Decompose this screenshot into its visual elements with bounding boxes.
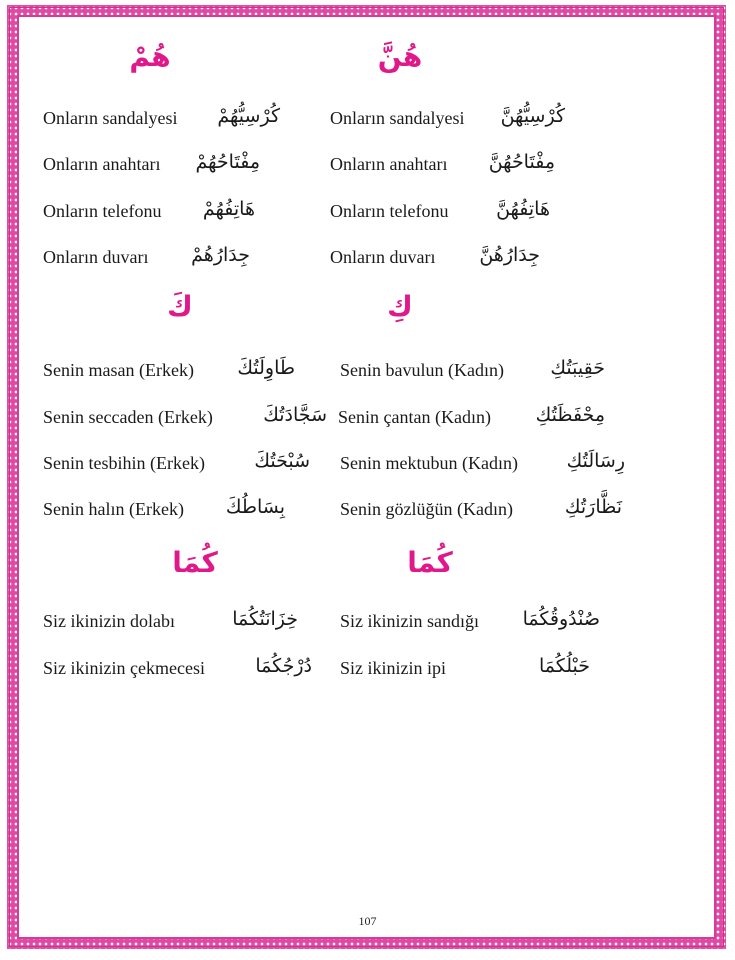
s1-right-tr-1: Onların sandalyesi xyxy=(330,108,465,128)
s1-left-ar-2: مِفْتَاحُهُمْ xyxy=(195,151,260,173)
s2-left-ar-3: سُبْحَتُكَ xyxy=(254,450,310,472)
heading-hum: هُمْ xyxy=(129,40,171,73)
s1-left-ar-1: كُرْسِيُّهُمْ xyxy=(217,105,280,127)
s3-left-tr-1: Siz ikinizin dolabı xyxy=(43,611,175,631)
s2-left-ar-4: بِسَاطُكَ xyxy=(225,496,285,518)
s1-left-ar-3: هَاتِفُهُمْ xyxy=(202,198,255,220)
s2-left-tr-2: Senin seccaden (Erkek) xyxy=(43,407,213,427)
heading-ka: كَ xyxy=(167,290,193,323)
s2-right-tr-2: Senin çantan (Kadın) xyxy=(338,407,491,427)
s1-right-tr-2: Onların anahtarı xyxy=(330,154,448,174)
s2-right-tr-3: Senin mektubun (Kadın) xyxy=(340,453,518,473)
s1-right-ar-1: كُرْسِيُّهُنَّ xyxy=(500,105,565,127)
decorative-page-border xyxy=(7,5,726,949)
s1-right-ar-4: جِدَارُهُنَّ xyxy=(479,244,540,266)
s1-right-ar-3: هَاتِفُهُنَّ xyxy=(496,198,550,220)
s1-left-tr-3: Onların telefonu xyxy=(43,201,162,221)
s1-left-tr-1: Onların sandalyesi xyxy=(43,108,178,128)
heading-kuma-left: كُمَا xyxy=(172,546,218,579)
s1-right-ar-2: مِفْتَاحُهُنَّ xyxy=(488,151,555,173)
s3-right-tr-1: Siz ikinizin sandığı xyxy=(340,611,479,631)
s3-right-tr-2: Siz ikinizin ipi xyxy=(340,658,446,678)
s3-left-ar-1: خِزَانَتُكُمَا xyxy=(232,608,298,630)
s2-left-tr-4: Senin halın (Erkek) xyxy=(43,499,184,519)
s3-left-ar-2: دُرْجُكُمَا xyxy=(255,655,312,677)
s3-right-ar-2: حَبْلُكُمَا xyxy=(538,655,590,677)
heading-hunna: هُنَّ xyxy=(377,40,423,73)
s3-left-tr-2: Siz ikinizin çekmecesi xyxy=(43,658,205,678)
s1-left-tr-4: Onların duvarı xyxy=(43,247,149,267)
heading-kuma-right: كُمَا xyxy=(407,546,453,579)
s2-right-tr-4: Senin gözlüğün (Kadın) xyxy=(340,499,513,519)
s2-right-ar-3: رِسَالَتُكِ xyxy=(566,450,625,472)
s3-right-ar-1: صُنْدُوقُكُمَا xyxy=(522,608,600,630)
page-number: 107 xyxy=(358,914,377,928)
s2-right-ar-1: حَقِيبَتُكِ xyxy=(550,357,605,379)
s2-left-tr-1: Senin masan (Erkek) xyxy=(43,360,194,380)
s2-left-ar-1: طَاوِلَتُكَ xyxy=(237,357,295,379)
s1-left-ar-4: جِدَارُهُمْ xyxy=(191,244,250,266)
s2-left-ar-2: سَجَّادَتُكَ xyxy=(263,404,327,426)
s2-right-ar-4: نَظَّارَتُكِ xyxy=(564,496,622,518)
s2-left-tr-3: Senin tesbihin (Erkek) xyxy=(43,453,205,473)
s1-left-tr-2: Onların anahtarı xyxy=(43,154,161,174)
s1-right-tr-4: Onların duvarı xyxy=(330,247,436,267)
s1-right-tr-3: Onların telefonu xyxy=(330,201,449,221)
heading-ki: كِ xyxy=(387,290,413,323)
s2-right-tr-1: Senin bavulun (Kadın) xyxy=(340,360,504,380)
s2-right-ar-2: مِحْفَظَتُكِ xyxy=(535,404,605,426)
